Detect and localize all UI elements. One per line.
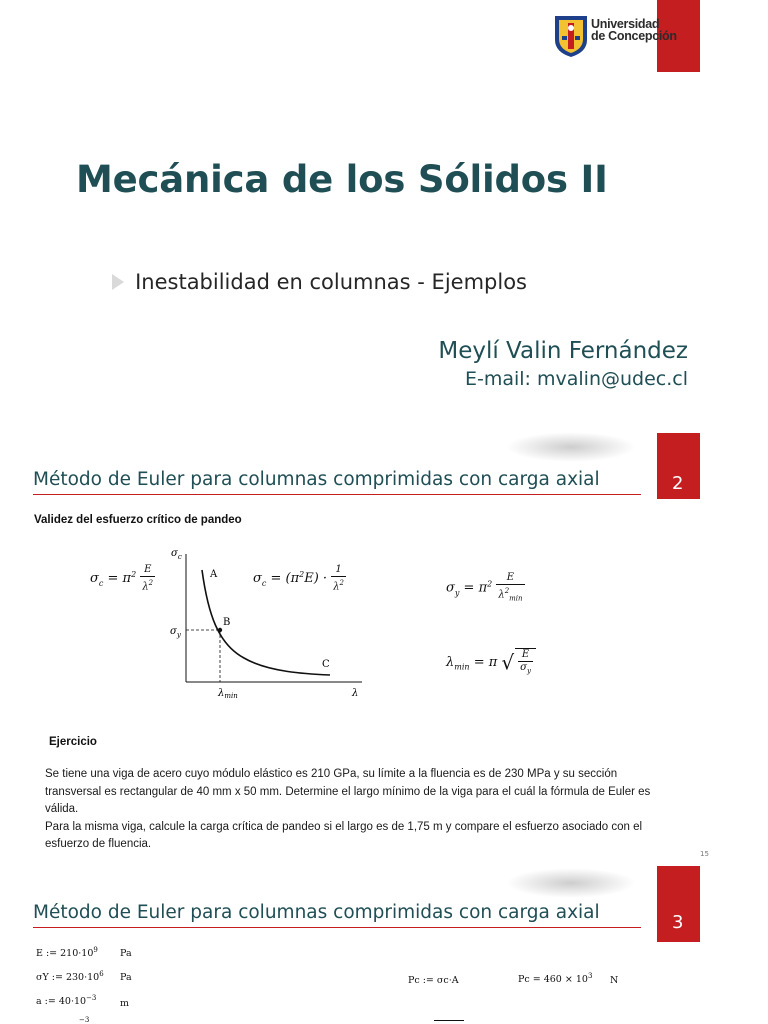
exercise-line: esfuerzo de fluencia. [45, 838, 152, 850]
definition-e: E := $210\cdot 10^9$ [36, 946, 98, 960]
formula-sigma-y: $\sigma_y = \pi^2$ $\frac{E}{\lambda^2_{min}}$ [446, 572, 523, 603]
red-tab [657, 433, 700, 499]
section-heading: Validez del esfuerzo crítico de pandeo [34, 514, 242, 526]
author-name: Meylí Valin Fernández [438, 338, 688, 364]
title-underline [33, 494, 641, 495]
title-underline [33, 927, 641, 928]
y-axis-label: $\sigma_c$ [171, 548, 182, 561]
course-title: Mecánica de los Sólidos II [76, 158, 608, 201]
smudge [506, 868, 636, 898]
formula-sigma-c-alt: $\sigma_c = (\pi^2E)$ · $\frac{1}{\lambda^2}$ [253, 564, 345, 593]
point-b-label: B [223, 617, 231, 628]
unit-a: m [120, 998, 130, 1009]
exercise-line: transversal es rectangular de 40 mm x 50 mm. Determine el largo mínimo de la viga para el cuál la fórmula de Euler es [45, 785, 651, 798]
subtitle-row [112, 270, 527, 294]
point-b-marker [218, 628, 222, 632]
page-number: 3 [672, 912, 684, 933]
slide-title: Método de Euler para columnas comprimidas con carga axial [33, 902, 600, 923]
pc-result: $Pc = 460 \times 10^3$ [518, 972, 593, 986]
point-c-label: C [322, 659, 330, 670]
author-email: E-mail: mvalin@udec.cl [464, 368, 688, 390]
exercise-heading: Ejercicio [49, 736, 97, 748]
euler-slide [0, 420, 768, 860]
slide-title: Método de Euler para columnas comprimidas con carga axial [33, 469, 600, 490]
formula-sigma-c: $\sigma_c = \pi^2$ $\frac{E}{\lambda^2}$ [90, 564, 154, 593]
subtitle: Inestabilidad en columnas - Ejemplos [135, 270, 527, 294]
exercise-line: Para la misma viga, calcule la carga crítica de pandeo si el largo es de 1,75 m y compare el esfuerzo asociado con el [45, 820, 643, 833]
x-axis-label: λ [352, 688, 359, 699]
exercise-line: válida. [45, 803, 79, 815]
university-name: Universidad de Concepción [591, 17, 677, 43]
euler-curve-diagram [166, 544, 368, 702]
footer-number: 15 [700, 850, 709, 858]
title-slide [0, 0, 768, 420]
red-tab [657, 866, 700, 942]
definition-b-partial: −3 [79, 1016, 90, 1024]
smudge [506, 432, 636, 462]
exercise-statement [45, 766, 745, 854]
pc-definition: Pc := σc·A [408, 975, 459, 986]
euler-curve [202, 570, 330, 675]
bullet-triangle-icon [112, 274, 124, 290]
pc-unit: N [610, 975, 619, 986]
exercise-line: Se tiene una viga de acero cuyo módulo elástico es 210 GPa, su límite a la fluencia es de 230 MPa y su sección [45, 768, 618, 780]
definition-a: a := $40\cdot 10^{-3}$ [36, 994, 97, 1008]
definition-sigma-y: σY := $230\cdot 10^6$ [36, 970, 104, 984]
lambda-min-label: $\lambda_{min}$ [218, 688, 238, 700]
sigma-y-label: $\sigma_y$ [170, 626, 181, 639]
calculation-slide [0, 860, 768, 1024]
unit-e: Pa [120, 948, 132, 959]
point-a-label: A [210, 569, 218, 580]
formula-lambda-min: $\lambda_{min} = \pi$ √ $\frac{E}{\sigma_y}$ [446, 648, 536, 677]
unit-sigma-y: Pa [120, 972, 132, 983]
page-number: 2 [672, 473, 684, 494]
partial-fraction-rule [434, 1020, 464, 1021]
